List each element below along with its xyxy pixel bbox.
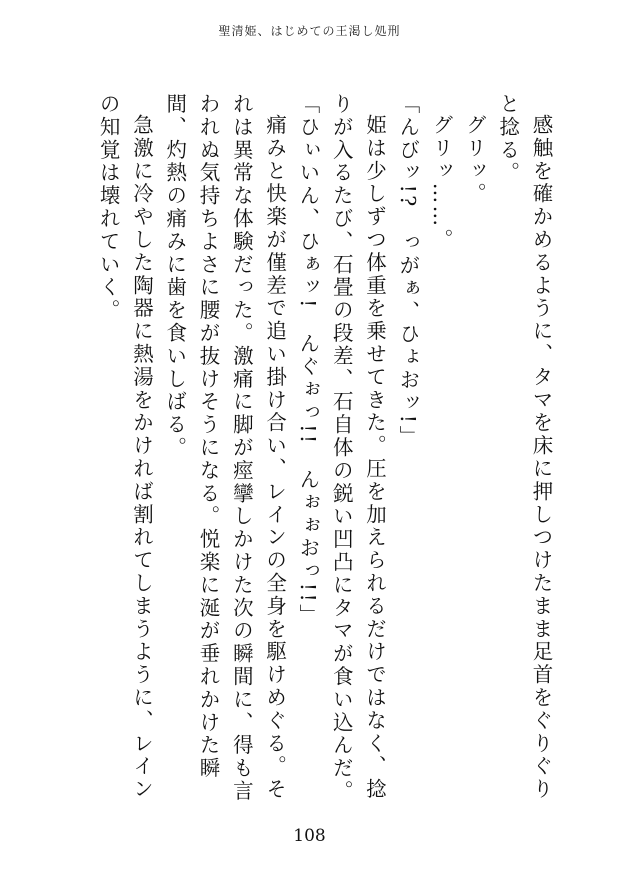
- body-text: [37, 93, 557, 813]
- running-head-title: 聖清姫、はじめての王渇し処刑: [218, 24, 401, 38]
- dialogue-line: 「んびッ!? っがぁ、ひょおッ!」: [395, 93, 420, 449]
- paragraph: 感触を確かめるように、タマを床に押しつけたまま足首をぐりぐりと捻る。: [495, 93, 553, 801]
- dialogue-line: 「ひぃいん、ひぁッ! んぐぉっ!! んぉぉおっ!!」: [295, 93, 320, 628]
- paragraph: グリッ……。: [429, 113, 454, 251]
- paragraph: グリッ。: [462, 113, 487, 206]
- paragraph: 急激に冷やした陶器に熱湯をかければ割れてしまうように、レインの知覚は壊れていく。: [96, 93, 154, 801]
- paragraph: 痛みと快楽が僅差で追い掛け合い、レインの全身を駆けめぐる。それは異常な体験だった。激痛に脚が痙攣しかけた次の瞬間に、得も言われぬ気持ちよさに腰が抜けそうになる。悦楽に涎が垂れかけた瞬間、灼熱の痛みに歯を食いしばる。: [162, 93, 287, 803]
- paragraph: 姫は少しずつ体重を乗せてきた。圧を加えられるだけではなく、捻りが入るたび、石畳の段差、石自体の鋭い凹凸にタマが食い込んだ。: [329, 93, 387, 803]
- page-number: 108: [293, 826, 326, 846]
